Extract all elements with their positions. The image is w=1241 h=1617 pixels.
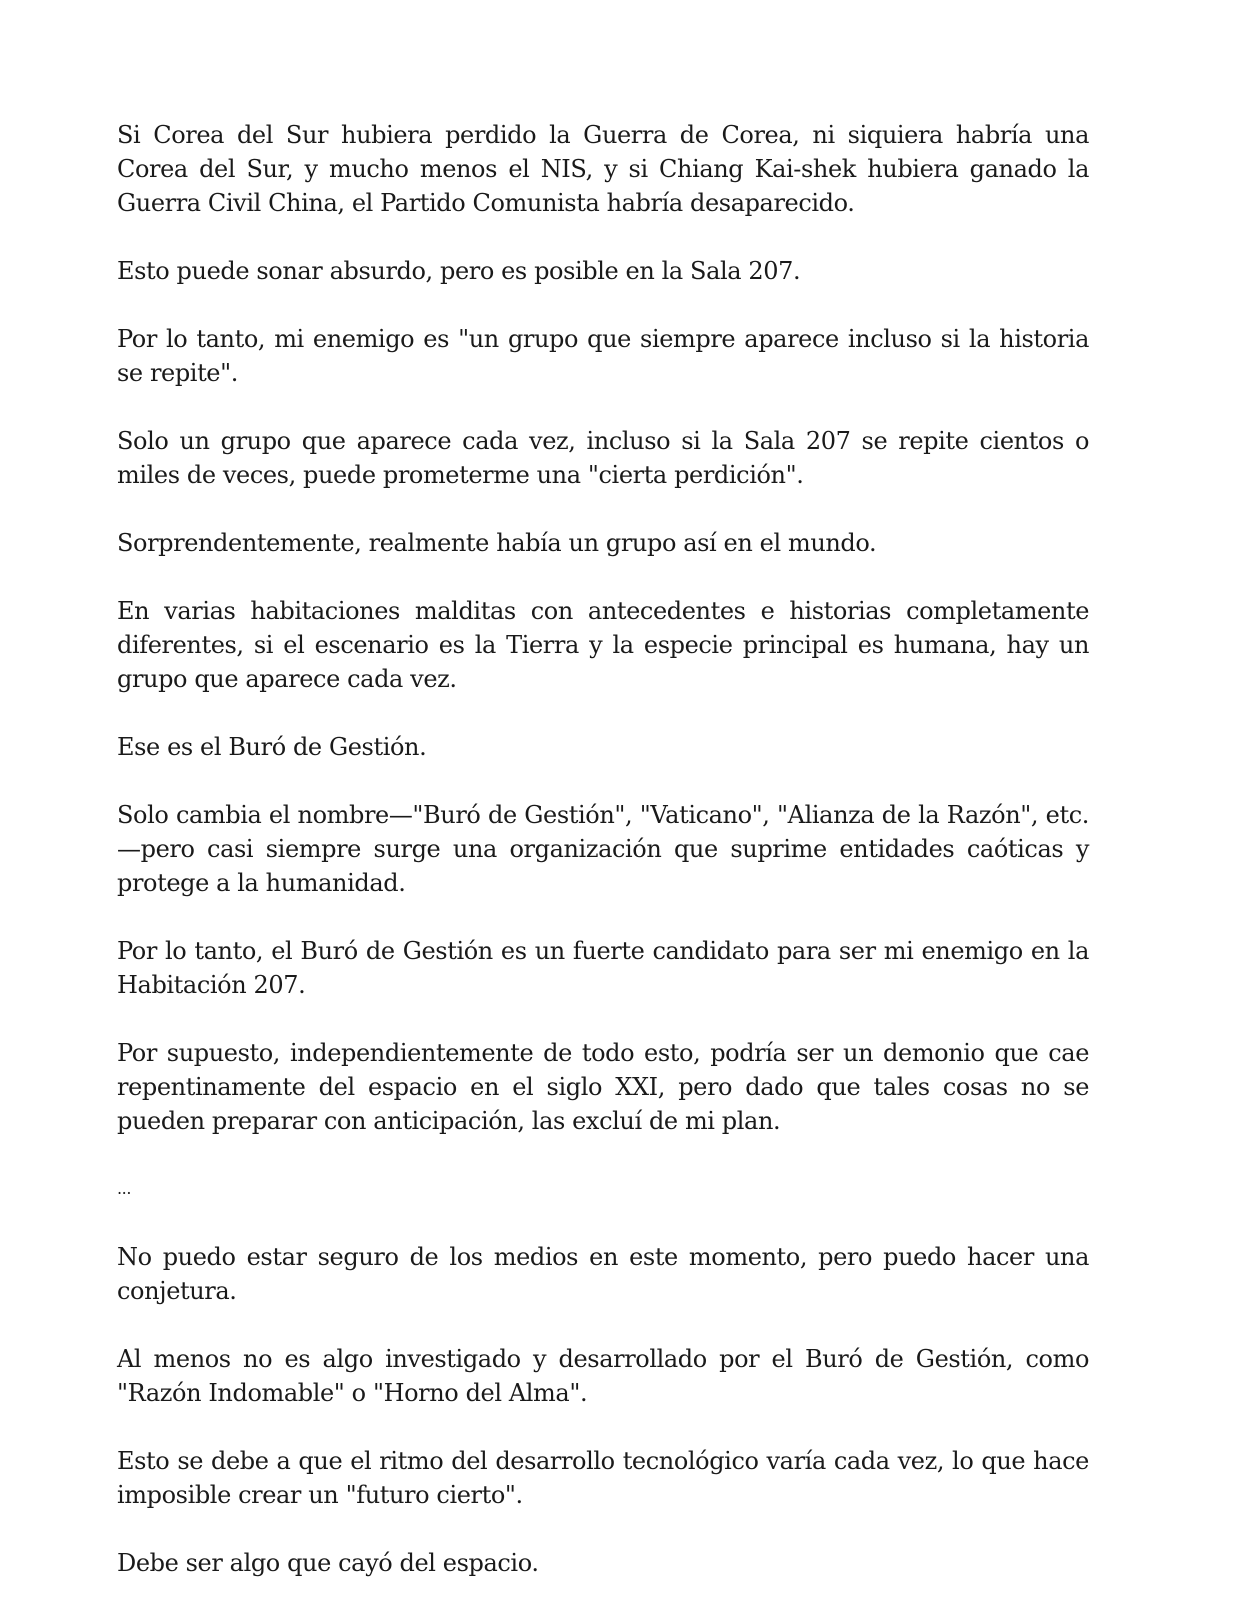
paragraph: Esto puede sonar absurdo, pero es posible en la Sala 207. xyxy=(117,257,801,285)
body-text xyxy=(117,118,1089,1614)
paragraph: Si Corea del Sur hubiera perdido la Guerra de Corea, ni siquiera habría una Corea del Sur, y mucho menos el NIS, y si Chiang Kai-shek hubiera ganado la Guerra Civil China, el Partido Comunista habría desaparecido. xyxy=(117,121,1089,217)
paragraph: Sorprendentemente, realmente había un grupo así en el mundo. xyxy=(117,529,877,557)
paragraph: Solo un grupo que aparece cada vez, incluso si la Sala 207 se repite cientos o miles de veces, puede prometerme una "cierta perdición". xyxy=(117,427,1089,489)
scene-break: ... xyxy=(117,1179,132,1198)
paragraph: Por lo tanto, mi enemigo es "un grupo que siempre aparece incluso si la historia se repite". xyxy=(117,325,1089,387)
paragraph: Esto se debe a que el ritmo del desarrollo tecnológico varía cada vez, lo que hace imposible crear un "futuro cierto". xyxy=(117,1447,1089,1509)
paragraph: Solo cambia el nombre—"Buró de Gestión", "Vaticano", "Alianza de la Razón", etc.—pero casi siempre surge una organización que suprime entidades caóticas y protege a la humanidad. xyxy=(117,801,1089,897)
paragraph: Al menos no es algo investigado y desarrollado por el Buró de Gestión, como "Razón Indomable" o "Horno del Alma". xyxy=(117,1345,1089,1407)
paragraph: En varias habitaciones malditas con antecedentes e historias completamente diferentes, si el escenario es la Tierra y la especie principal es humana, hay un grupo que aparece cada vez. xyxy=(117,597,1089,693)
paragraph: Por supuesto, independientemente de todo esto, podría ser un demonio que cae repentinamente del espacio en el siglo XXI, pero dado que tales cosas no se pueden preparar con anticipación, las excluí de mi plan. xyxy=(117,1039,1089,1135)
paragraph: Debe ser algo que cayó del espacio. xyxy=(117,1549,539,1577)
paragraph: No puedo estar seguro de los medios en este momento, pero puedo hacer una conjetura. xyxy=(117,1243,1089,1305)
paragraph: Por lo tanto, el Buró de Gestión es un fuerte candidato para ser mi enemigo en la Habitación 207. xyxy=(117,937,1089,999)
paragraph: Ese es el Buró de Gestión. xyxy=(117,733,427,761)
